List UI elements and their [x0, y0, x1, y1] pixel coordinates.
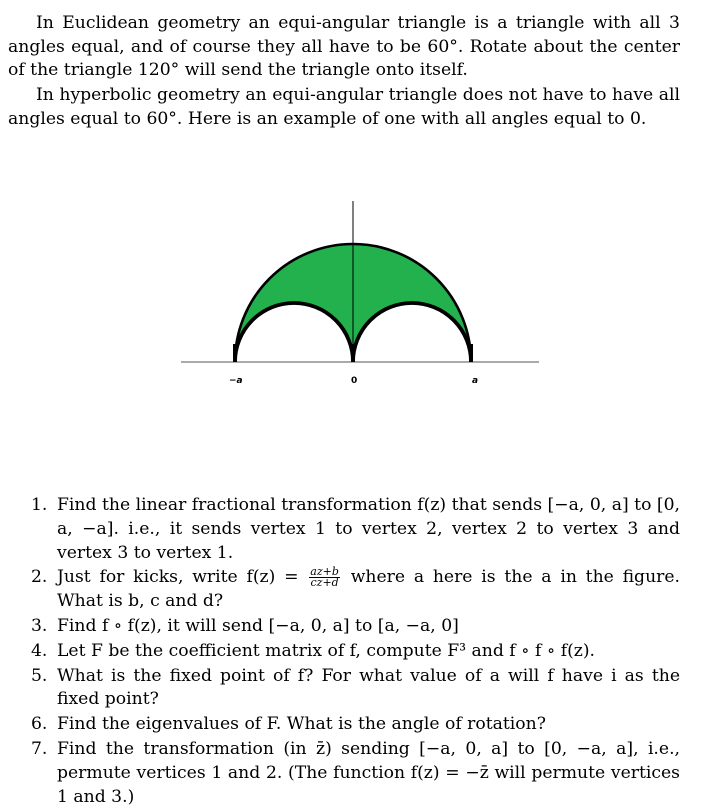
question-item [0, 494, 680, 565]
question-item [0, 665, 680, 713]
question-number: 6. [31, 714, 48, 735]
question-text: where a here is the a in the figure. What is b, c and d? [57, 567, 680, 612]
fraction-denominator: cz+d [310, 576, 339, 590]
question-list [0, 494, 680, 810]
label-zero: 0 [351, 376, 358, 386]
question-item [0, 640, 680, 664]
fraction [309, 567, 340, 588]
label-neg-a: −a [229, 376, 243, 386]
label-pos-a: a [472, 376, 479, 386]
question-text: Let F be the coefficient matrix of f, compute F³ and f ∘ f ∘ f(z). [57, 640, 596, 661]
question-number: 3. [31, 615, 48, 636]
intro-paragraph-euclidean: In Euclidean geometry an equi-angular triangle is a triangle with all 3 angles equal, and of course they all have to be 60°. Rotate about the center of the triangle 120° will send the triangle onto itself. [8, 13, 680, 81]
question-number: 5. [31, 665, 48, 686]
question-item [0, 615, 680, 639]
question-text: Find the transformation (in z̄) sending [−a, 0, a] to [0, −a, a], i.e., permute vertices 1 and 2. (The function f(z) = −z̄ will permute vertices 1 and 3.) [57, 738, 680, 807]
question-number: 2. [31, 567, 48, 588]
question-text: Just for kicks, write f(z) = [57, 567, 308, 588]
question-text: What is the fixed point of f? For what value of a will f have i as the fixed point? [57, 665, 680, 710]
question-item [0, 566, 680, 614]
question-item [0, 738, 680, 809]
question-text: Find f ∘ f(z), it will send [−a, 0, a] to [a, −a, 0] [57, 615, 459, 636]
intro-paragraph-hyperbolic: In hyperbolic geometry an equi-angular triangle does not have to have all angles equal to 60°. Here is an example of one with all angles equal to 0. [8, 85, 680, 129]
fraction-numerator: az+b [310, 565, 339, 579]
question-number: 1. [31, 495, 48, 515]
question-item [0, 713, 680, 737]
question-text: Find the linear fractional transformation f(z) that sends [−a, 0, a] to [0, a, −a]. i.e., it sends vertex 1 to vertex 2, vertex 2 to vertex 3 and vertex 3 to vertex 1. [57, 495, 680, 563]
question-number: 4. [31, 640, 48, 661]
ideal-triangle-figure [178, 196, 542, 396]
question-number: 7. [31, 738, 48, 759]
question-text: Find the eigenvalues of F. What is the angle of rotation? [57, 714, 546, 735]
